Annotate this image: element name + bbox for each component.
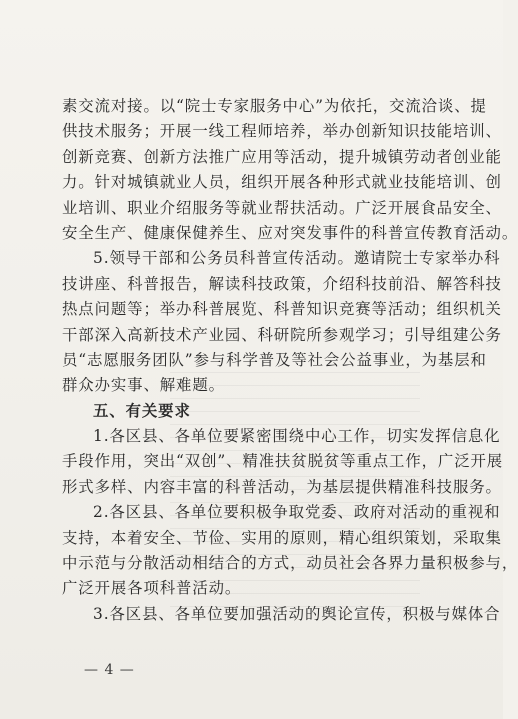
section-heading: 五、有关要求 <box>93 401 191 420</box>
paragraph-line: 2.各区县、各单位要积极争取党委、政府对活动的重视和 <box>93 503 501 522</box>
paragraph-line: 手段作用，突出“双创”、精准扶贫脱贫等重点工作，广泛开展 <box>62 452 504 471</box>
paragraph-line: 干部深入高新技术产业园、科研院所参观学习；引导组建公务 <box>62 325 502 344</box>
paragraph-line: 形式多样、内容丰富的科普活动，为基层提供精准科技服务。 <box>62 477 502 496</box>
paragraph-line: 供技术服务；开展一线工程师培养，举办创新知识技能培训、 <box>62 122 502 141</box>
paragraph-line: 广泛开展各项科普活动。 <box>62 579 242 598</box>
paragraph-line: 中示范与分散活动相结合的方式，动员社会各界力量积极参与， <box>62 554 518 573</box>
paragraph-line: 安全生产、健康保健养生、应对突发事件的科普宣传教育活动。 <box>62 223 518 242</box>
paragraph-line: 群众办实事、解难题。 <box>62 376 225 395</box>
paragraph-line: 业培训、职业介绍服务等就业帮扶活动。广泛开展食品安全、 <box>62 198 502 217</box>
paragraph-line: 1.各区县、各单位要紧密围绕中心工作，切实发挥信息化 <box>93 427 501 446</box>
paragraph-line: 支持，本着安全、节俭、实用的原则，精心组织策划，采取集 <box>62 528 502 547</box>
paragraph-line: 技讲座、科普报告，解读科技政策，介绍科技前沿、解答科技 <box>62 274 502 293</box>
paragraph-line: 5.领导干部和公务员科普宣传活动。邀请院士专家举办科 <box>93 249 501 268</box>
paragraph-line: 力。针对城镇就业人员，组织开展各种形式就业技能培训、创 <box>62 173 502 192</box>
paragraph-line: 热点问题等；举办科普展览、科普知识竞赛等活动；组织机关 <box>62 300 502 319</box>
paragraph-line: 创新竞赛、创新方法推广应用等活动，提升城镇劳动者创业能 <box>62 147 502 166</box>
body-text <box>62 94 518 627</box>
paragraph-line: 员“志愿服务团队”参与科学普及等社会公益事业，为基层和 <box>62 350 487 369</box>
paragraph-line: 素交流对接。以“院士专家服务中心”为依托，交流洽谈、提 <box>62 97 487 115</box>
page-number: — 4 — <box>84 662 135 678</box>
paragraph-line: 3.各区县、各单位要加强活动的舆论宣传，积极与媒体合 <box>93 604 501 623</box>
